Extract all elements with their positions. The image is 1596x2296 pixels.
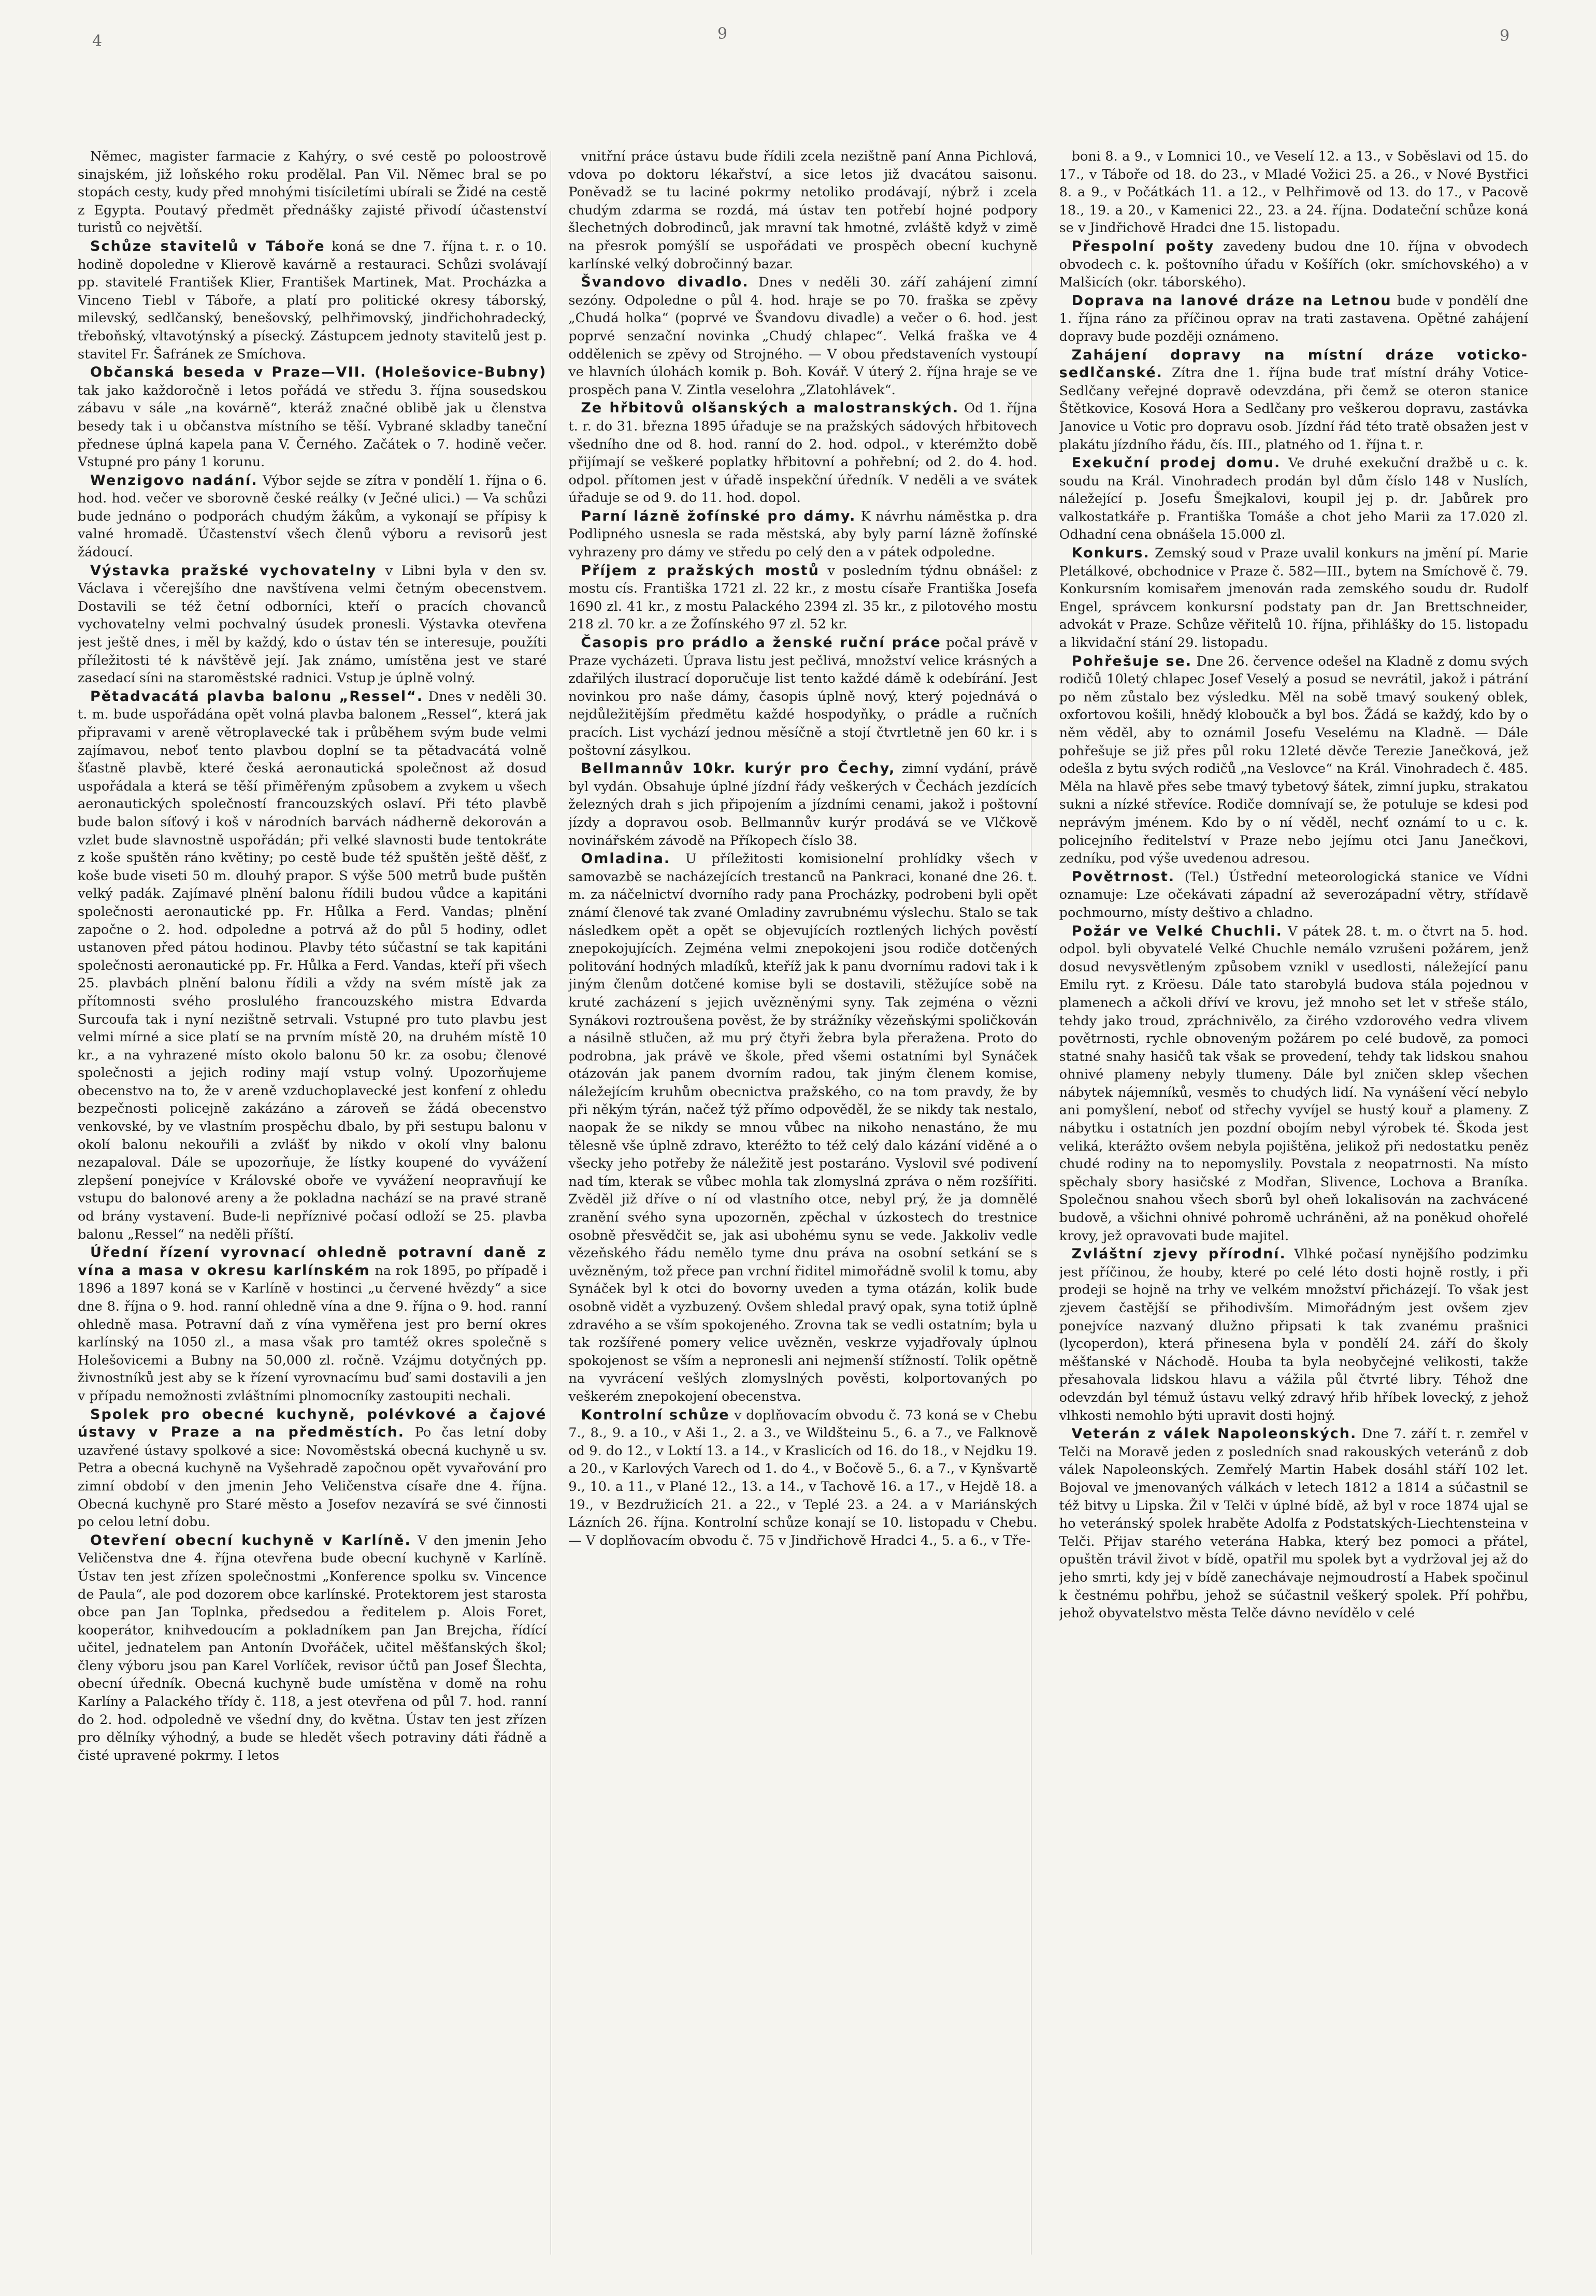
- news-item-headline: Konkurs.: [1071, 545, 1150, 562]
- news-item-headline: Výstavka pražské vychovatelny: [90, 562, 377, 579]
- news-item-body: Němec, magister farmacie z Kahýry, o své cestě po poloostrově sinajském, již loňského roku prodělal. Pan Vil. Němec bral se po stopách cesty, kudy před mnohými tisíciletími ubírali se Židé na cestě z Egypta. Poutavý předmět přednášky zajisté přivodí účastenství turistů co největší.: [78, 149, 547, 236]
- page-number-top-right: 9: [1500, 27, 1510, 45]
- news-item-headline: Veterán z válek Napoleonských.: [1071, 1426, 1357, 1442]
- column-1: [78, 148, 547, 2251]
- news-item-body: v posledním týdnu obnášel: z mostu cís. Františka 1721 zl. 22 kr., z mostu císaře Františka Josefa 1690 zl. 41 kr., z mostu Palackého 2394 zl. 35 kr., z pilotového mostu 218 zl. 70 kr. a ze Žofínského 97 zl. 52 kr.: [568, 563, 1038, 633]
- news-item: [568, 508, 1037, 562]
- column-3: [1059, 148, 1528, 2251]
- page-number-top-left: 4: [92, 32, 103, 50]
- news-item: [568, 562, 1037, 634]
- news-item: [568, 399, 1037, 507]
- news-item: [1059, 238, 1528, 292]
- news-item-body: (Tel.) Ústřední meteorologická stanice ve Vídni oznamuje: Lze očekávati západní až severozápadní větry, střídavě pochmourno, místy deštivo a chladno.: [1059, 869, 1528, 921]
- news-item: [1059, 923, 1528, 1245]
- news-item-body: V den jmenin Jeho Veličenstva dne 4. října otevřena bude obecní kuchyně v Karlíně. Ústav ten jest zřízen společnostmi „Konference spolku sv. Vincence de Paula“, ale pod dozorem obce karlínské. Protektorem jest starosta obce pan Jan Toplnka, předsedou a ředitelem p. Alois Foret, kooperátor, knihvedoucím a pokladníkem pan Jan Brejcha, řídící učitel, jednatelem pan Antonín Dvořáček, učitel měšťanských škol; členy výboru jsou pan Karel Vorlíček, revisor účtů pan Josef Šlechta, obecní úředník. Obecná kuchyně bude umístěna v domě na rohu Karlíny a Palackého třídy č. 118, a jest otevřena od půl 7. hod. ranní do 2. hod. odpoledně ve všední dny, do května. Ústav ten jest zřízen pro dělníky výhodný, a bude se hledět všech potraviny dáti řádně a čisté upravené pokrmy. I letos: [78, 1532, 547, 1763]
- news-item: [78, 1244, 547, 1405]
- news-item: [1059, 653, 1528, 868]
- news-item-body: tak jako každoročně i letos pořádá ve středu 3. října sousedskou zábavu v sále „na kovárně“, kteráž značné oblibě jak u členstva besedy tak i u občanstva místního se těší. Vybrané skladby taneční přednese úplná kapela pana V. Černého. Začátek o 7. hodině večer. Vstupné pro pány 1 korunu.: [78, 382, 547, 470]
- news-item: [568, 760, 1037, 850]
- news-item-headline: Exekuční prodej domu.: [1071, 455, 1281, 471]
- news-item: [78, 148, 547, 237]
- news-item-headline: Bellmannův 10kr. kurýr pro Čechy,: [581, 760, 896, 777]
- news-item: [568, 634, 1037, 759]
- news-item: [1059, 292, 1528, 346]
- news-item-headline: Schůze stavitelů v Táboře: [90, 238, 325, 254]
- news-item: [78, 1532, 547, 1765]
- news-item-body: Výbor sejde se zítra v pondělí 1. října o 6. hod. hod. večer ve sborovně české reálky (v Ječné ulici.) — Va schůzi bude jednáno o podporách chudým žákům, a vykonají se přípisy k valné hromadě. Účastenství všech členů výboru a revisorů jest žádoucí.: [78, 472, 547, 561]
- news-item-body: K návrhu náměstka p. dra Podlipného usnesla se rada městská, aby byly parní lázně žofínské vyhrazeny pro dámy ve středu po celý den a v pátek odpoledne.: [568, 508, 1038, 561]
- news-item: [78, 1406, 547, 1531]
- news-item-body: Zítra dne 1. října bude trať místní dráhy Votice-Sedlčany veřejné dopravě odevzdána, při čemž se oteron stanice Štětkovice, Kosová Hora a Sedlčany pro veškerou dopravu, zastávka Janovice u Votic pro dopravu osob. Jízdní řád této tratě obsažen jest v plakátu jízdního řádu, čís. III., platného od 1. října t. r.: [1059, 365, 1528, 453]
- news-item-body: Dne 7. září t. r. zemřel v Telči na Moravě jeden z posledních snad rakouských veteránů z dob válek Napoleonských. Zemřelý Martin Habek dosáhl stáří 102 let. Bojoval ve jmenovaných válkách v letech 1812 a 1814 a súčastnil se též bitvy u Lipska. Žil v Telči v úplné bídě, až byl v roce 1874 ujal se ho veteránský spolek hraběte Adolfa z Podstatských-Liechtensteina v Telči. Přijav starého veterána Habka, který bez pomoci a přátel, opuštěn trávil život v bídě, opatřil mu spolek byt a vydržoval jej až do jeho smrti, kdy jej v bídě zanechávaje nejmoudrostí a Habek spočinul k čestnému pohřbu, jehož se súčastnil veškerý spolek. Pří pohřbu, jehož obyvatelstvo města Telče dávno nevídělo v celé: [1059, 1426, 1528, 1621]
- news-item: [568, 274, 1037, 399]
- news-item-body: v Libni byla v den sv. Václava i včerejšího dne navštívena velmi četným obecenstvem. Dostavili se též četní odborníci, kteří o pracích chovanců vychovatelny velmi pochvalný úsudek pronesli. Výstavka otevřena jest ještě dnes, i měl by každý, kdo o ústav tén se interesuje, použíti příležitosti té k návštěvě její. Jak známo, umístěna jest ve staré zasedací síni na staroměstské radnici. Vstup je úplně volný.: [78, 563, 547, 686]
- news-item-body: Od 1. října t. r. do 31. března 1895 úřaduje se na pražských sádových hřbitovech všedního dne od 8. hod. ranní do 2. hod. odpol., v kterémžto době přijímají se veškeré poplatky hřbitovní a pohřební; od 2. do 4. hod. odpol. přítomen jest v úřadě inspekční úředník. V neděli a ve svátek úřaduje se od 9. do 11. hod. dopol.: [568, 400, 1038, 506]
- news-item: [78, 562, 547, 687]
- news-item-body: bude v pondělí dne 1. října ráno za příčinou oprav na trati zastavena. Opětné zahájení dopravy bude později oznámeno.: [1059, 293, 1528, 345]
- news-item: [1059, 454, 1528, 544]
- news-item-body: Vlhké počasí nynějšího podzimku jest příčinou, že houby, které po celé léto dosti hojně rostly, i při prodeji se hojně na trhy ve velkém množství přicházejí. To však jest zjevem častější se přihodivším. Mimořádným jest ovšem zjev ponejvíce nazvaný dlužno připsati k tak zvanému prašnici (lycoperdon), která přinesena byla v pondělí 24. září do školy měšťanské v Náchodě. Houba ta byla neobyčejné velikosti, takže přesahovala lidskou hlavu a vážila půl čtvrté libry. Téhož dne odevzdán byl témuž ústavu velký zdravý hřib hříbek lovecký, z jehož vlhkosti nemohlo býti upravit dosti hojný.: [1059, 1246, 1528, 1424]
- news-item: [78, 364, 547, 471]
- column-2: [568, 148, 1037, 2251]
- news-item-body: Dne 26. července odešel na Kladně z domu svých rodičů 10letý chlapec Josef Veselý a posud se nevrátil, jakož i pátrání po něm zůstalo bez výsledku. Měl na sobě tmavý soukený oblek, oxfortovou košili, hnědý kloboučk a byl bos. Žádá se každý, kdo by o něm věděl, aby to oznámil Josefu Veselému na Kladně. — Dále pohřešuje se již přes půl roku 12leté děvče Terezie Janečková, jež odešla z bytu svých rodičů „na Veslovce“ na Král. Vinohradech č. 485. Měla na hlavě přes sebe tmavý tybetový šátek, zimní jupku, strakatou sukni a nízké střevíce. Rodiče domnívají se, že potuluje se kdesi pod neprávým jménem. Kdo by o ní věděl, nechť oznámí to u c. k. policejního ředitelství v Praze nebo jejímu otci Janu Janečkovi, zedníku, pod výše uvedenou adresou.: [1059, 653, 1528, 867]
- news-item-headline: Otevření obecní kuchyně v Karlíně.: [90, 1532, 411, 1548]
- article-columns: [78, 148, 1528, 2251]
- news-item-headline: Časopis pro prádlo a ženské ruční práce: [581, 635, 941, 651]
- news-item-headline: Občanská beseda v Praze—VII. (Holešovice-Bubny): [90, 364, 547, 381]
- news-item-body: vnitřní práce ústavu bude řídili zcela nezištně paní Anna Pichlová, vdova po doktoru lékařství, a sice letos již dvacátou saisonu. Poněvadž se tu laciné pokrmy netoliko prodávají, nýbrž i zcela chudým zdarma se rozdá, má ústav ten potřebí hojné podpory šlechetných dobrodinců, jak mravní tak hmotné, zvláště když v zimě na přesrok pomýšlí se uspořádati ve prospěch obecní kuchyně karlínské velký dobročinný bazar.: [568, 149, 1038, 272]
- news-item: [1059, 868, 1528, 922]
- news-item: [78, 238, 547, 363]
- news-item-headline: Zvláštní zjevy přírodní.: [1071, 1246, 1286, 1262]
- news-item-headline: Doprava na lanové dráze na Letnou: [1071, 292, 1392, 309]
- news-item-headline: Požár ve Velké Chuchli.: [1071, 923, 1283, 939]
- news-item-headline: Wenzigovo nadání.: [90, 472, 258, 489]
- news-item: [1059, 544, 1528, 652]
- news-item-body: počal právě v Praze vycházeti. Úprava listu jest pečlivá, množství velice krásných a zdařilých ilustrací doporučuje list tento každé dámě k odebírání. Jest novinkou pro naše dámy, časopis úplně nový, který pojednává o nejdůležitějším předmětu každé hospodyňky, o prádle a ručních pracích. List vychází jednou měsíčně a stojí čtvrtletně jen 60 kr. i s poštovní zásylkou.: [568, 635, 1038, 758]
- news-item: [1059, 148, 1528, 237]
- news-item-body: Po čas letní doby uzavřené ústavy spolkové a sice: Novoměstská obecná kuchyně u sv. Petra a obecná kuchyně na Vyšehradě započnou opět vyvařování pro zimní období v den jmenin Jeho Veličenstva císaře dne 4. října. Obecná kuchyně pro Staré město a Josefov nezavírá se své činnosti po celou letní dobu.: [78, 1425, 547, 1530]
- news-item-headline: Povětrnost.: [1071, 868, 1175, 885]
- news-item-body: V pátek 28. t. m. o čtvrt na 5. hod. odpol. byli obyvatelé Velké Chuchle nemálo vzrušeni požárem, jenž dosud nevysvětleným způsobem vznikl v usedlosti, náležející panu Emilu ryt. z Kröesu. Dále tato starobylá budova stála pojednou v plamenech a ačkoli dříví ve krovu, jež mnoho set let v střeše stálo, tehdy jako troud, zpráchnivělo, za čirého vzdorového vedra vlivem povětrnosti, rychle obnoveným požárem po celé budově, za pomoci statné snahy hasičů tak však se provedení, tehdy tak lidskou snahou ohnivé plameny nebyly tlumeny. Dále byl zničen sklep všechen nábytek nájemníků, vesměs to chudých lidí. Na vynášení věcí nebylo ani pomyšlení, neboť od střechy vyvíjel se hustý kouř a plameny. Z nábytku i ostatních jen pozdní obojím nebyl výrobek té. Škoda jest veliká, kterážto ovšem nebyla pojištěna, jelikož při nedostatku peněz chudé rodiny na to nepomyslily. Povstala z neopatrnosti. Na místo spěchaly sbory hasičské z Modřan, Slivence, Lochova a Braníka. Společnou snahou všech sborů byl oheň lokalisován na zachvácené budově, a všichni ohnivé pohromě uchráněni, až na poněkud ohořelé krovy, jež opravovati bude majitel.: [1059, 923, 1528, 1244]
- news-item-body: Ve druhé exekuční dražbě u c. k. soudu na Král. Vinohradech prodán byl dům číslo 148 v Nuslích, náležející p. Josefu Šmejkalovi, koupil jej p. dr. Jabůrek pro valkostatkáře p. Františka Tomáše a chot jeho Marii za 17.020 zl. Odhadní cena obnášela 15.000 zl.: [1059, 455, 1528, 543]
- news-item-headline: Spolek pro obecné kuchyně, polévkové a čajové ústavy v Praze a na předměstích.: [78, 1406, 547, 1441]
- news-item-body: na rok 1895, po případě i 1896 a 1897 koná se v Karlíně v hostinci „u červené hvězdy“ a sice dne 8. října o 9. hod. ranní ohledně vína a dne 9. října o 9. hod. ranní ohledně masa. Potravní daň z vína vyměřena jest pro berní okres karlínský na 1050 zl., a masa však pro tamtéž okres společně s Holešovicemi a Bubny na 50,000 zl. ročně. Vzájmu dotyčných pp. živnostníků jest aby se k řízení vyrovnacímu buď sami dostavili a jen v případu nemožnosti zvláštními plnomocníky zastoupiti nechali.: [78, 1262, 547, 1404]
- news-item-headline: Omladina.: [581, 851, 671, 867]
- news-item: [1059, 1245, 1528, 1425]
- news-item: [78, 472, 547, 562]
- news-item-headline: Pětadvacátá plavba balonu „Ressel“.: [90, 688, 424, 705]
- news-item-body: Zemský soud v Praze uvalil konkurs na jmění pí. Marie Pletálkové, obchodnice v Praze č. 582—III., bytem na Smíchově č. 79. Konkursním komisařem jmenován rada zemského soudu dr. Rudolf Engel, správcem konkursní podstaty pan dr. Jan Brettschneider, advokát v Praze. Schůze věřitelů 10. října, přihlášky do 15. listopadu a likvidační stání 29. listopadu.: [1059, 546, 1528, 651]
- news-item-body: zimní vydání, právě byl vydán. Obsahuje úplné jízdní řády veškerých v Čechách jezdících železných drah s jich připojením a jízdními cenami, jakož i poštovní jízdy a dopravou osob. Bellmannův kurýr prodává se ve Vlčkově novinářském závodě na Příkopech číslo 38.: [568, 761, 1038, 849]
- news-item-headline: Úřední řízení vyrovnací ohledně potravní daně z vína a masa v okresu karlínském: [78, 1244, 547, 1279]
- news-item-body: koná se dne 7. října t. r. o 10. hodině dopoledne v Klierově kavárně a restauraci. Schůzi svolávají pp. stavitelé František Klier, František Martinek, Mat. Procházka a Vinceno Tiebl v Táboře, a platí pro politické okresy táborský, milevský, sedlčanský, benešovský, pelhřimovský, jindřichohradecký, třeboňský, vltavotýnský a písecký. Zástupcem jednoty stavitelů jest p. stavitel Fr. Šafránek ze Smíchova.: [78, 238, 547, 362]
- news-item-body: v doplňovacím obvodu č. 73 koná se v Chebu 7., 8., 9. a 10., v Aši 1., 2. a 3., ve Wildšteinu 5., 6. a 7., ve Falknově od 9. do 12., v Loktí 13. a 14., v Kraslicích od 16. do 18., v Nejdku 19. a 20., v Karlových Varech od 1. do 4., v Bočově 5., 6. a 7., v Kynšvartě 9., 10. a 11., v Plané 12., 13. a 14., v Tachově 16. a 17., v Hejdě 18. a 19., v Bezdružicích 21. a 22., v Teplé 23. a 24. a v Mariánských Lázních 26. října. Kontrolní schůze konají se 10. listopadu v Chebu. — V doplňovacím obvodu č. 75 v Jindřichově Hradci 4., 5. a 6., v Tře-: [568, 1407, 1038, 1548]
- news-item-headline: Ze hřbitovů olšanských a malostranských.: [581, 400, 959, 417]
- news-item: [1059, 1425, 1528, 1623]
- news-item-body: Dnes v neděli 30. září zahájení zimní sezóny. Odpoledne o půl 4. hod. hraje se po 70. fraška se zpěvy „Chudá holka“ (poprvé ve Švandovu divadle) a večer o 6. hod. jest poprvé senzační novinka „Chudý chlapec“. Velká fraška ve 4 oddělenich se zpěvy od Strojného. — V obou představeních vystoupí ve hlavních úlohách komik p. Boh. Kovář. V úterý 2. října hraje se ve prospěch pana V. Zintla veselohra „Zlatohlávek“.: [568, 275, 1038, 398]
- news-item-headline: Pohřešuje se.: [1071, 653, 1192, 669]
- news-item: [568, 850, 1037, 1405]
- news-item-body: U příležitosti komisionelní prohlídky všech v samovazbě se nacházejících trestanců na Pankraci, konané dne 26. t. m. za náčelnictví dvorního rady pana Procházky, podrobeni byli opět známí členové tak zvané Omladiny zavrubnému výslechu. Stalo se tak následkem opět a opět se objevujících roztlených lichých pověstí znepokojujících. Zejména velmi znepokojeni jsou rodiče dotčených politování hodných mladíků, kteříž jak k panu dvornímu radovi tak i k jiným členům dotčené komise byli se dostavili, stěžujíce sobě na kruté zacházení s jejich uvězněnými syny. Tak zejména o vězni Synákovi roztroušena pověst, že by strážníky vězeňskými spoličkován a násilně stlučen, až mu prý čtyři žebra byla přeražena. Proto do podrobna, jak právě ve škole, před všemi ostatními byl Synáček otázován jak panem dvorním radou, tak jiným členem komise, náležejícím kruhům obecnictva pražského, co na tom pravdy, že by při někým týrán, načež týž přímo odpověděl, že se nikdy tak nestalo, naopak že se nikdy se mnou vůbec na nikoho nenastáno, že mu tělesně vše úplně zdravo, kteréžto to též celý dalo kázání viděné a o všecky jeho potřeby že náležitě jest postaráno. Vyslovil své podivení nad tím, kterak se vůbec mohla tak zlomyslná zpráva o něm rozšířiti. Zvěděl již dříve o ní od vlastního otce, nebyl prý, že ja domnělé zranění svého syna upozorněn, zpěchal v úzkostech do trestnice osobně přesvědčit se, jak asi ubohému synu se vede. Jakkoliv vedle vězeňského řádu nemělo tyme dnu práva na osobní setkání se s uvězněným, tož přece pan vrchní řiditel mimořádně svolil k tomu, aby Synáček byl k otci do bovorny uveden a tyma otázán, kolik bude osobně vidět a vyzbuzený. Ovšem shledal pravý opak, syna totiž úplně zdravého a se vším spokojeného. Zrovna tak se vedli ostatním; byla u tak rozšířené pomery velice uvězněn, veskrze vyjadřovaly úplnou spokojenost se vším a nepronesli ani nejmenší stížností. Tolik opětně na vyvrácení vešlých zlomyslných pověsti, kolportovaných po veškerém znepokojení obecenstva.: [568, 851, 1038, 1404]
- news-item: [78, 688, 547, 1243]
- news-item-headline: Parní lázně žofínské pro dámy.: [581, 508, 856, 524]
- news-item: [1059, 347, 1528, 454]
- news-item-headline: Příjem z pražských mostů: [581, 562, 819, 579]
- news-item-headline: Švandovo divadlo.: [581, 274, 749, 291]
- news-item-headline: Zahájení dopravy na místní dráze voticko-sedlčanské.: [1059, 347, 1528, 381]
- news-item-headline: Kontrolní schůze: [581, 1407, 730, 1423]
- news-item-body: Dnes v neděli 30. t. m. bude uspořádána opět volná plavba balonem „Ressel“, která jak připravami v areně větroplavecké tak i průběhem svým bude velmi zajímavou, neboť tento plavbou doplní se ta pětadvacátá volně šťastně plavbě, které česká aeronautická společnost až dosud uspořádala a která se těší přiměřeným způsobem a zvykem u všech aeronautických společností francouzských oslaví. Při této plavbě bude balon síťový i koš v národních barvách nádherně dekorován a vzlet bude slavnostně uspořádán; při velké slavnosti bude tentokráte z koše spuštěn ráno květiny; po cestě bude též spuštěn ještě děšť, z koše bude viseti 50 m. dlouhý prapor. S výše 500 metrů bude puštěn velký padák. Zajímavé plnění balonu řídili budou vůdce a kapitáni společnosti aeronautické pp. Fr. Hůlka a Ferd. Vandas; plnění započne o 2. hod. odpoledne a potrvá až do půl 5 hodiny, odlet ustanoven před pátou hodinou. Plavby této súčastní se tak kapitáni společnosti aeronautické pp. Fr. Hůlka a Ferd. Vandas, kteří při všech 25. plavbách plnění balonu řídili a vždy na svém místě jak za přítomnosti svého proslulého francouzského mistra Edvarda Surcoufa tak i nyní nezištně setrvali. Vstupné pro tuto plavbu jest velmi mírné a sice platí se na prvním místě 20, na druhém místě 10 kr., a na vyhrazené místo okolo balonu 50 kr. za osobu; členové společnosti a jejich rodiny mají vstup volný. Upozorňujeme obecenstvo na to, že v areně vzduchoplavecké jest konfení z ohledu bezpečnosti policejně zakázáno a zároveň se žádá obecenstvo venkovské, by ve vlastním prospěchu dbalo, by při sestupu balonu v okolí balonu nekouřili a zvlášť by nikdo v okolí vlny balonu nezapaloval. Dále se upozorňuje, že lístky koupené do vyvážení zlepšení ponejvíce v Královské oboře ve vyvážení neopravňují ke vstupu do balonové areny a že pokladna nachází se na pravé straně od brány vystavení. Bude-li nepříznivé počasí odloží se 25. plavba balonu „Ressel“ na neděli příští.: [78, 688, 547, 1242]
- news-item-body: zavedeny budou dne 10. října v obvodech obvodech c. k. poštovního úřadu v Košířích (okr. smíchovského) a v Malšicích (okr. táborského).: [1059, 238, 1528, 291]
- news-item: [568, 1407, 1037, 1550]
- news-item: [568, 148, 1037, 273]
- news-item-headline: Přespolní pošty: [1071, 238, 1215, 254]
- news-item-body: boni 8. a 9., v Lomnici 10., ve Veselí 12. a 13., v Soběslavi od 15. do 17., v Táboře od 18. do 23., v Mladé Vožici 25. a 26., v Nové Bystřici 8. a 9., v Počátkách 11. a 12., v Pelhřimově od 13. do 17., v Pacově 18., 19. a 20., v Kamenici 22., 23. a 24. října. Dodateční schůze koná se v Jindřichově Hradci dne 15. listopadu.: [1059, 149, 1528, 236]
- page-number-top-center: 9: [717, 25, 728, 43]
